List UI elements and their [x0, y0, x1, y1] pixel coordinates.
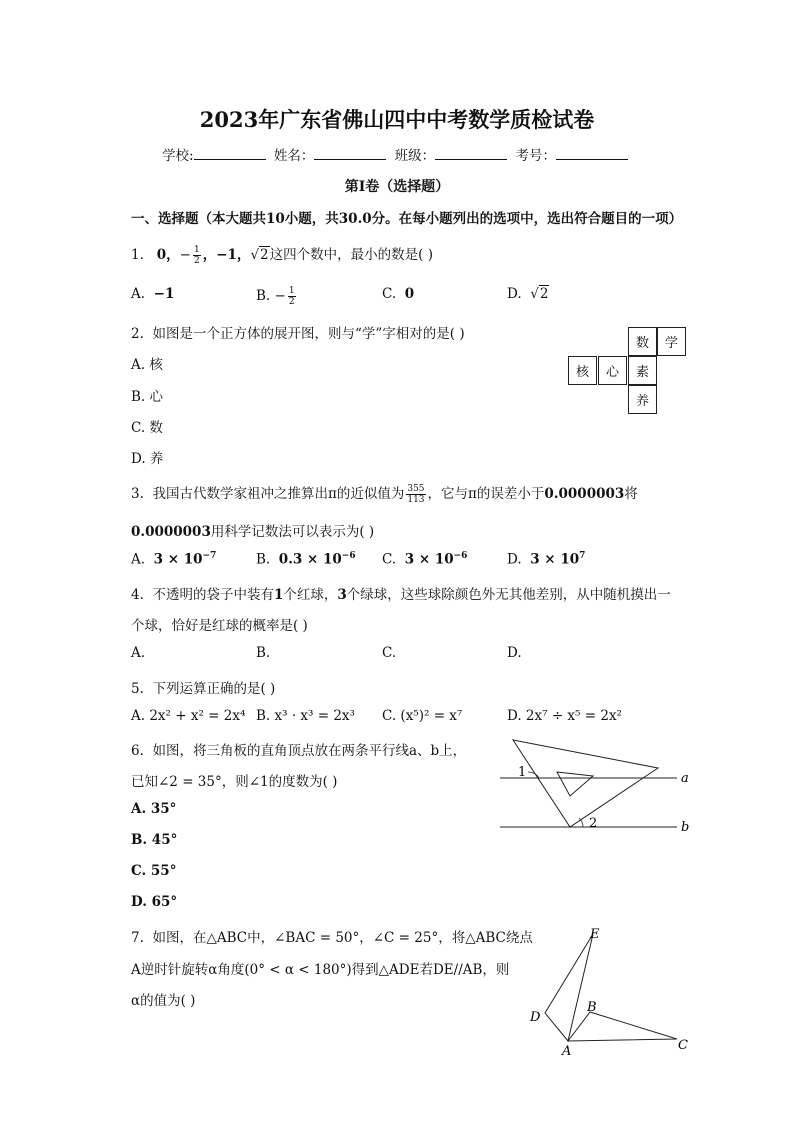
triangle-inner [557, 772, 593, 796]
point-a-label: A [562, 1044, 572, 1059]
question-3 [131, 482, 638, 505]
q5-option-c[interactable]: C. (x⁵)² = x⁷ [382, 708, 463, 724]
section-title: 第I卷（选择题） [344, 179, 450, 195]
q6-option-a[interactable]: A. 35° [131, 801, 177, 817]
name-label: 姓名： [273, 148, 315, 164]
q1-text-post: 这四个数中，最小的数是( ) [269, 247, 433, 263]
q3-option-d[interactable]: D. $3 \times 10^7$ [507, 551, 586, 568]
q3-option-c[interactable]: C. $3 \times 10^{-6}$ [382, 551, 468, 568]
q7-text-line1: 如图，在△ABC中，∠BAC = 50°，∠C = 25°，将△ABC绕点 [152, 930, 533, 946]
angle-2-label: 2 [589, 816, 598, 831]
point-d-label: D [530, 1010, 541, 1025]
question-5 [131, 677, 275, 697]
q6-option-d[interactable]: D. 65° [131, 894, 178, 910]
exam-title: 2023年广东省佛山四中中考数学质检试卷 [199, 107, 595, 132]
q4-option-b[interactable]: B. [256, 645, 271, 661]
name-blank[interactable] [314, 147, 386, 160]
q3-value: 0.0000003 [131, 524, 211, 540]
rotated-triangle-figure [520, 925, 700, 1065]
line-b-label: b [681, 820, 690, 835]
q4-option-d[interactable]: D. [507, 645, 522, 661]
q3-text-post: ，它与π的误差小于 [427, 486, 545, 502]
question-7-line-3: α的值为( ) [131, 993, 196, 1009]
question-3-line-2 [131, 520, 374, 540]
q2-text: 如图是一个正方体的展开图，则与“学”字相对的是( ) [152, 326, 465, 342]
question-4: 4. 不透明的袋子中装有1个红球，3个绿球，这些球除颜色外无其他差别，从中随机摸出一 [131, 587, 671, 603]
question-number: 1. [131, 247, 144, 263]
question-number: 2. [131, 326, 144, 342]
net-cell: 心 [598, 356, 627, 385]
net-cell: 素 [628, 356, 657, 385]
question-number: 3. [131, 486, 144, 502]
q2-option-d[interactable]: D. 养 [131, 451, 164, 467]
q4-option-a[interactable]: A. [131, 645, 146, 661]
school-label: 学校: [162, 148, 194, 164]
student-info-row [0, 144, 794, 164]
parallel-lines-triangle-figure [495, 732, 695, 837]
q5-option-a[interactable]: A. 2x² + x² = 2x⁴ [131, 708, 246, 724]
q3-text-post2: 将 [624, 486, 638, 502]
question-number: 7. [131, 930, 144, 946]
question-2 [131, 322, 465, 342]
q3-text-line2: 用科学记数法可以表示为( ) [210, 524, 375, 540]
q6-text-line1: 如图，将三角板的直角顶点放在两条平行线a、b上， [152, 743, 467, 759]
net-cell: 核 [568, 356, 597, 385]
q3-fraction: $\frac{355}{113}$ [407, 484, 425, 505]
part-one-instructions: 一、选择题（本大题共10小题，共30.0分。在每小题列出的选项中，选出符合题目的一项） [131, 211, 683, 227]
line-a-label: a [681, 771, 689, 786]
point-b-label: B [587, 1000, 597, 1015]
q1-minus: − [179, 247, 191, 263]
triangle-outer [513, 740, 658, 827]
q1-option-a[interactable]: A. −1 [131, 286, 175, 302]
q1-option-c[interactable]: C. 0 [382, 286, 415, 302]
q1-sqrt: √2 [250, 247, 269, 263]
q1-fraction: $\frac{1}{2}$ [193, 245, 200, 266]
question-6 [131, 739, 466, 759]
q3-option-a[interactable]: A. $3 \times 10^{-7}$ [131, 551, 217, 568]
question-number: 4. [131, 587, 144, 603]
class-label: 班级： [394, 148, 436, 164]
q6-option-c[interactable]: C. 55° [131, 863, 177, 879]
q5-text: 下列运算正确的是( ) [152, 681, 276, 697]
triangle-ade [545, 934, 593, 1041]
q6-option-b[interactable]: B. 45° [131, 832, 178, 848]
q5-option-d[interactable]: D. 2x⁷ ÷ x⁵ = 2x² [507, 708, 622, 724]
q4-option-c[interactable]: C. [382, 645, 397, 661]
question-7-line-2: A逆时针旋转α角度(0° < α < 180°)得到△ADE若DE//AB，则 [131, 962, 510, 978]
question-7 [131, 926, 533, 946]
exam-number-label: 考号： [515, 148, 556, 164]
point-e-label: E [590, 927, 600, 942]
q1-option-d[interactable]: D. √2 [507, 286, 549, 302]
net-cell: 学 [657, 327, 686, 356]
q2-option-b[interactable]: B. 心 [131, 389, 164, 405]
q1-text-pre: 0， [156, 247, 180, 263]
q5-option-b[interactable]: B. x³ · x³ = 2x³ [256, 708, 355, 724]
question-number: 6. [131, 743, 144, 759]
triangle-abc [568, 1012, 677, 1041]
question-1 [131, 243, 433, 266]
q1-option-b[interactable]: B. − $\frac{1}{2}$ [256, 286, 295, 307]
question-number: 5. [131, 681, 144, 697]
q3-text-pre: 我国古代数学家祖冲之推算出π的近似值为 [152, 486, 405, 502]
question-6-line-2: 已知∠2 = 35°，则∠1的度数为( ) [131, 774, 338, 790]
q1-text-mid: ，−1， [202, 247, 251, 263]
q3-value: 0.0000003 [544, 486, 625, 502]
class-blank[interactable] [435, 147, 507, 160]
point-c-label: C [678, 1038, 688, 1053]
question-4-line-2: 个球，恰好是红球的概率是( ) [131, 618, 308, 634]
net-cell: 养 [628, 385, 657, 414]
q2-option-c[interactable]: C. 数 [131, 420, 163, 436]
q2-option-a[interactable]: A. 核 [131, 357, 163, 373]
q3-option-b[interactable]: B. $0.3 \times 10^{-6}$ [256, 551, 356, 568]
net-cell: 数 [628, 327, 657, 356]
school-blank[interactable] [194, 147, 266, 160]
angle-1-label: 1 [518, 765, 527, 780]
exam-number-blank[interactable] [556, 147, 628, 160]
